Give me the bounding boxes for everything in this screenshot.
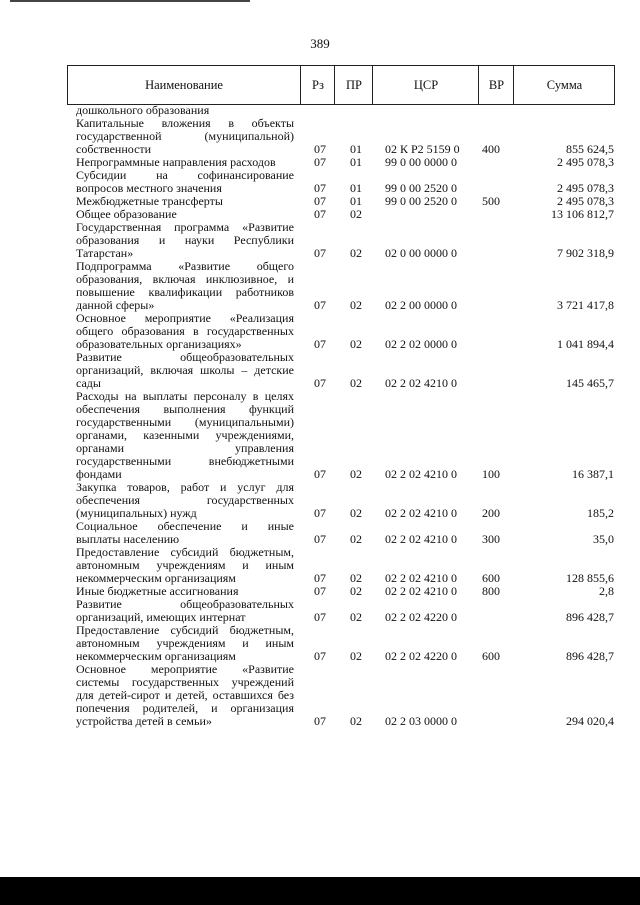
row-pr: 02 <box>350 506 362 520</box>
row-vr: 100 <box>482 467 500 481</box>
row-sum: 1 041 894,4 <box>557 337 614 351</box>
table-row <box>76 169 616 195</box>
row-sum: 3 721 417,8 <box>557 298 614 312</box>
row-name-line: образовательных организациях» <box>76 337 242 351</box>
table-row <box>76 221 616 260</box>
row-name <box>76 260 294 312</box>
row-sum: 185,2 <box>587 506 614 520</box>
row-name <box>76 169 294 195</box>
row-vr: 200 <box>482 506 500 520</box>
table-row <box>76 520 616 546</box>
row-name-line: обеспечения выполнения функций <box>76 402 294 416</box>
row-rz: 07 <box>314 649 326 663</box>
row-rz: 07 <box>314 376 326 390</box>
row-name <box>76 546 294 585</box>
table-header <box>67 65 615 105</box>
row-name-line: сады <box>76 376 101 390</box>
row-name-line: государственными внебюджетными <box>76 454 294 468</box>
row-csr: 02 2 02 4220 0 <box>385 649 457 663</box>
row-sum: 2 495 078,3 <box>557 194 614 208</box>
row-name-line: Закупка товаров, работ и услуг для <box>76 480 294 494</box>
row-pr: 02 <box>350 714 362 728</box>
row-sum: 896 428,7 <box>566 610 614 624</box>
row-name-line: Подпрограмма «Развитие общего <box>76 259 294 273</box>
row-csr: 02 2 02 4210 0 <box>385 584 457 598</box>
page-number: 389 <box>310 36 330 51</box>
row-rz: 07 <box>314 155 326 169</box>
row-vr: 600 <box>482 571 500 585</box>
row-name <box>76 221 294 260</box>
header-pr: ПР <box>334 66 373 104</box>
row-name-line: образования и науки Республики <box>76 233 294 247</box>
row-pr: 02 <box>350 532 362 546</box>
row-name-line: государственными (муниципальными) <box>76 415 294 429</box>
row-sum: 896 428,7 <box>566 649 614 663</box>
row-name-line: автономным учреждениям и иным <box>76 558 294 572</box>
table-row <box>76 312 616 351</box>
row-sum: 2 495 078,3 <box>557 155 614 169</box>
row-csr: 02 2 03 0000 0 <box>385 714 457 728</box>
row-name-line: Общее образование <box>76 207 177 221</box>
row-name-line: фондами <box>76 467 122 481</box>
row-sum: 294 020,4 <box>566 714 614 728</box>
row-csr: 02 2 02 4210 0 <box>385 376 457 390</box>
row-pr: 02 <box>350 467 362 481</box>
row-vr: 800 <box>482 584 500 598</box>
row-pr: 02 <box>350 207 362 221</box>
row-name-line: органами управления <box>76 441 294 455</box>
row-sum: 145 465,7 <box>566 376 614 390</box>
row-name-line: Основное мероприятие «Развитие <box>76 662 294 676</box>
header-rz: Рз <box>300 66 335 104</box>
table-row <box>76 481 616 520</box>
row-rz: 07 <box>314 181 326 195</box>
row-sum: 855 624,5 <box>566 142 614 156</box>
row-rz: 07 <box>314 571 326 585</box>
row-name-line: обеспечения государственных <box>76 493 294 507</box>
row-name-line: Расходы на выплаты персоналу в целях <box>76 389 294 403</box>
row-name-line: некоммерческим организациям <box>76 649 236 663</box>
row-name-line: Государственная программа «Развитие <box>76 220 294 234</box>
row-name-line: вопросов местного значения <box>76 181 222 195</box>
row-pr: 01 <box>350 181 362 195</box>
row-pr: 01 <box>350 142 362 156</box>
row-rz: 07 <box>314 298 326 312</box>
row-csr: 99 0 00 0000 0 <box>385 155 457 169</box>
row-name-line: образования, включая инклюзивное, и <box>76 272 294 286</box>
row-name <box>76 351 294 390</box>
row-rz: 07 <box>314 337 326 351</box>
row-name-line: Предоставление субсидий бюджетным, <box>76 623 294 637</box>
row-name-line: дошкольного образования <box>76 103 210 117</box>
row-rz: 07 <box>314 610 326 624</box>
row-pr: 02 <box>350 571 362 585</box>
row-sum: 16 387,1 <box>572 467 614 481</box>
row-pr: 01 <box>350 194 362 208</box>
row-csr: 02 0 00 0000 0 <box>385 246 457 260</box>
row-pr: 02 <box>350 298 362 312</box>
row-name-line: Татарстан» <box>76 246 134 260</box>
row-name-line: Основное мероприятие «Реализация <box>76 311 294 325</box>
row-rz: 07 <box>314 714 326 728</box>
row-csr: 02 2 02 0000 0 <box>385 337 457 351</box>
row-pr: 02 <box>350 649 362 663</box>
row-name-line: собственности <box>76 142 152 156</box>
row-rz: 07 <box>314 246 326 260</box>
table-row <box>76 351 616 390</box>
row-rz: 07 <box>314 506 326 520</box>
row-csr: 02 2 02 4220 0 <box>385 610 457 624</box>
row-name-line: организаций, имеющих интернат <box>76 610 246 624</box>
table-row <box>76 546 616 585</box>
row-pr: 02 <box>350 376 362 390</box>
row-name-line: повышение квалификации работников <box>76 285 294 299</box>
row-rz: 07 <box>314 194 326 208</box>
bottom-scan-bar <box>0 877 640 905</box>
row-vr: 400 <box>482 142 500 156</box>
header-csr: ЦСР <box>372 66 479 104</box>
row-rz: 07 <box>314 584 326 598</box>
row-rz: 07 <box>314 207 326 221</box>
row-vr: 600 <box>482 649 500 663</box>
row-name <box>76 117 294 156</box>
row-name-line: (муниципальных) нужд <box>76 506 197 520</box>
row-name <box>76 481 294 520</box>
row-csr: 99 0 00 2520 0 <box>385 181 457 195</box>
row-name <box>76 624 294 663</box>
header-sum: Сумма <box>513 66 615 104</box>
row-csr: 02 2 02 4210 0 <box>385 506 457 520</box>
row-name-line: Субсидии на софинансирование <box>76 168 294 182</box>
row-name-line: организаций, включая школы – детские <box>76 363 294 377</box>
row-name-line: Межбюджетные трансферты <box>76 194 223 208</box>
row-rz: 07 <box>314 532 326 546</box>
row-name-line: для детей-сирот и детей, оставшихся без <box>76 688 294 702</box>
row-name-line: попечения родителей, и организация <box>76 701 294 715</box>
row-name-line: Предоставление субсидий бюджетным, <box>76 545 294 559</box>
row-name-line: Непрограммные направления расходов <box>76 155 276 169</box>
row-name-line: Развитие общеобразовательных <box>76 597 294 611</box>
row-sum: 2,8 <box>599 584 614 598</box>
row-sum: 7 902 318,9 <box>557 246 614 260</box>
row-name-line: выплаты населению <box>76 532 180 546</box>
row-name <box>76 390 294 481</box>
row-sum: 35,0 <box>593 532 614 546</box>
row-csr: 02 2 02 4210 0 <box>385 571 457 585</box>
row-name-line: данной сферы» <box>76 298 155 312</box>
row-name <box>76 663 294 728</box>
table-row <box>76 598 616 624</box>
row-name-line: Развитие общеобразовательных <box>76 350 294 364</box>
row-pr: 02 <box>350 584 362 598</box>
row-name-line: органами, казенными учреждениями, <box>76 428 294 442</box>
row-name-line: некоммерческим организациям <box>76 571 236 585</box>
row-name-line: общего образования в государственных <box>76 324 294 338</box>
row-name-line: Капитальные вложения в объекты <box>76 116 294 130</box>
table-row <box>76 117 616 156</box>
row-name <box>76 598 294 624</box>
row-csr: 99 0 00 2520 0 <box>385 194 457 208</box>
row-name-line: системы государственных учреждений <box>76 675 294 689</box>
row-sum: 2 495 078,3 <box>557 181 614 195</box>
row-sum: 13 106 812,7 <box>551 207 614 221</box>
row-name-line: Социальное обеспечение и иные <box>76 519 294 533</box>
row-sum: 128 855,6 <box>566 571 614 585</box>
row-pr: 02 <box>350 610 362 624</box>
top-edge-line <box>10 0 250 2</box>
row-rz: 07 <box>314 467 326 481</box>
row-rz: 07 <box>314 142 326 156</box>
row-name-line: устройства детей в семьи» <box>76 714 212 728</box>
row-name-line: государственной (муниципальной) <box>76 129 294 143</box>
row-csr: 02 К Р2 5159 0 <box>385 142 460 156</box>
row-name-line: автономным учреждениям и иным <box>76 636 294 650</box>
table-row <box>76 390 616 481</box>
header-name: Наименование <box>145 78 223 92</box>
row-pr: 02 <box>350 337 362 351</box>
row-vr: 300 <box>482 532 500 546</box>
table-row <box>76 624 616 663</box>
row-name-line: Иные бюджетные ассигнования <box>76 584 239 598</box>
row-csr: 02 2 00 0000 0 <box>385 298 457 312</box>
row-vr: 500 <box>482 194 500 208</box>
row-name <box>76 520 294 546</box>
row-csr: 02 2 02 4210 0 <box>385 467 457 481</box>
table-row <box>76 260 616 312</box>
row-pr: 02 <box>350 246 362 260</box>
table-body <box>76 104 616 728</box>
row-pr: 01 <box>350 155 362 169</box>
row-csr: 02 2 02 4210 0 <box>385 532 457 546</box>
row-name <box>76 312 294 351</box>
table-row <box>76 663 616 728</box>
header-vr: ВР <box>478 66 514 104</box>
